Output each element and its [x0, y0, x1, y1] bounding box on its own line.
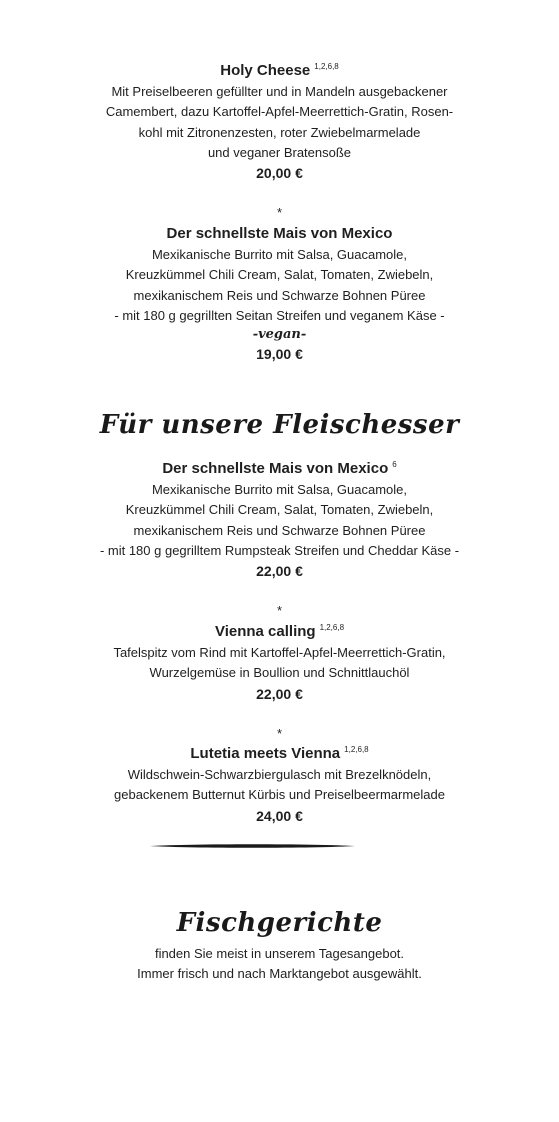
dish-price: 24,00 € — [256, 807, 303, 824]
allergen-codes: 1,2,6,8 — [319, 623, 345, 632]
vegan-tag: -vegan- — [252, 327, 307, 343]
dish-lutetia-meets-vienna — [0, 743, 559, 826]
separator — [0, 724, 559, 744]
dish-description-line: und veganer Bratensoße — [207, 144, 352, 160]
dish-description-line: kohl mit Zitronenzesten, roter Zwiebelmarmelade — [138, 124, 421, 140]
allergen-codes: 1,2,6,8 — [314, 62, 339, 71]
dish-description-line: Wildschwein-Schwarzbiergulasch mit Brezelknödeln, — [127, 767, 432, 782]
dish-description-line: mexikanischem Reis und Schwarze Bohnen Püree — [133, 287, 426, 303]
separator — [0, 203, 559, 223]
dish-title: Holy Cheese $^{1,2,6,8}$ — [220, 62, 339, 79]
dish-description-line: gebackenem Butternut Kürbis und Preiselbeermarmelade — [114, 787, 445, 803]
dish-title: Der schnellste Mais von Mexico — [166, 225, 393, 242]
dish-description-line: Tafelspitz vom Rind mit Kartoffel-Apfel-Meerrettich-Gratin, — [113, 645, 446, 660]
dish-title: Lutetia meets Vienna $^{1,2,6,8}$ — [190, 745, 369, 762]
dish-vienna-calling — [0, 621, 559, 704]
separator-star: * — [276, 726, 283, 741]
section-heading-meat: Für unsere Fleischesser — [99, 410, 460, 440]
allergen-codes: 1,2,6,8 — [344, 745, 369, 754]
dish-description-line: Wurzelgemüse in Boullion und Schnittlauchöl — [149, 665, 410, 681]
dish-description-line: Kreuzkümmel Chili Cream, Salat, Tomaten, Zwiebeln, — [125, 267, 434, 283]
dish-title: Vienna calling $^{1,2,6,8}$ — [214, 623, 345, 640]
dish-mais-vegan — [0, 223, 559, 364]
separator-star: * — [276, 205, 283, 220]
dish-price: 19,00 € — [256, 346, 303, 363]
separator — [0, 601, 559, 621]
dish-holy-cheese — [0, 60, 559, 183]
dish-price: 22,00 € — [256, 563, 303, 580]
dish-description-line: mexikanischem Reis und Schwarze Bohnen Püree — [133, 522, 426, 538]
dish-mais-meat — [0, 458, 559, 581]
fish-note — [0, 944, 559, 985]
dish-description-line: Mexikanische Burrito mit Salsa, Guacamole, — [151, 247, 408, 262]
separator-star: * — [276, 603, 283, 618]
section-heading-fish: Fischgerichte — [176, 908, 383, 938]
dish-description-line: - mit 180 g gegrillten Seitan Streifen und veganem Käse - — [114, 307, 445, 323]
fish-note-line: Immer frisch und nach Marktangebot ausgewählt. — [137, 966, 422, 982]
fish-note-line: finden Sie meist in unserem Tagesangebot. — [154, 946, 405, 961]
dish-title: Der schnellste Mais von Mexico $^6$ — [162, 460, 397, 477]
dish-description-line: Mit Preiselbeeren gefüllter und in Mandeln ausgebackener — [111, 84, 448, 99]
dish-price: 20,00 € — [256, 165, 303, 182]
dish-description-line: Mexikanische Burrito mit Salsa, Guacamole, — [151, 482, 408, 497]
brush-divider — [150, 841, 355, 851]
dish-price: 22,00 € — [256, 685, 303, 702]
dish-description-line: Camembert, dazu Kartoffel-Apfel-Meerrettich-Gratin, Rosen- — [105, 104, 454, 120]
dish-description-line: Kreuzkümmel Chili Cream, Salat, Tomaten, Zwiebeln, — [125, 502, 434, 518]
dish-description-line: - mit 180 g gegrilltem Rumpsteak Streifen und Cheddar Käse - — [99, 542, 460, 558]
allergen-codes: 6 — [392, 460, 397, 469]
